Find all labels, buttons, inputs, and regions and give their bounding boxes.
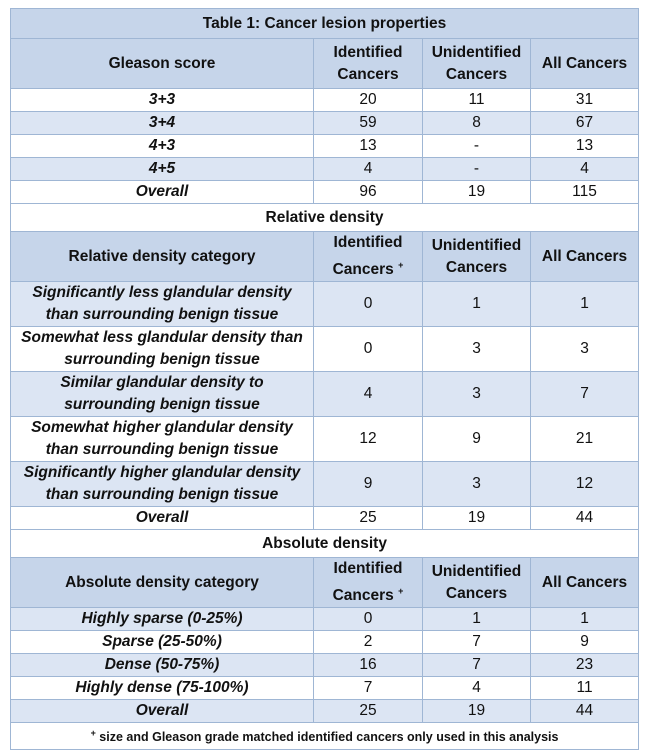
column-header: Unidentified Cancers <box>423 558 531 608</box>
column-header: Unidentified Cancers <box>423 232 531 282</box>
column-header: All Cancers <box>531 232 639 282</box>
table-cell: 16 <box>314 654 423 677</box>
table-cell: - <box>423 158 531 181</box>
row-label: Somewhat higher glandular density than surrounding benign tissue <box>11 417 314 462</box>
table-cell: 20 <box>314 89 423 112</box>
row-label: 3+3 <box>11 89 314 112</box>
table-cell: 7 <box>531 372 639 417</box>
table-cell: 44 <box>531 700 639 723</box>
column-header: Identified Cancers <box>314 39 423 89</box>
absolute-header-row <box>11 558 639 608</box>
table-cell: 4 <box>423 677 531 700</box>
row-label: Dense (50-75%) <box>11 654 314 677</box>
section-title-relative: Relative density <box>11 204 639 232</box>
table-cell: 9 <box>314 462 423 507</box>
row-label: Significantly less glandular density than surrounding benign tissue <box>11 282 314 327</box>
table-cell: 23 <box>531 654 639 677</box>
table-row <box>11 462 639 507</box>
section-row <box>11 204 639 232</box>
table-cell: 4 <box>531 158 639 181</box>
table-cell: 2 <box>314 631 423 654</box>
table-cell: 7 <box>314 677 423 700</box>
table-row <box>11 112 639 135</box>
table-title-row <box>11 9 639 39</box>
column-header: Identified Cancers + <box>314 558 423 608</box>
footnote-mark: + <box>398 586 404 597</box>
footnote <box>11 723 639 750</box>
table-cell: 44 <box>531 507 639 530</box>
cancer-lesion-table <box>10 8 639 750</box>
table-cell: 31 <box>531 89 639 112</box>
table-cell: 115 <box>531 181 639 204</box>
row-label: Overall <box>11 700 314 723</box>
row-label: Similar glandular density to surrounding benign tissue <box>11 372 314 417</box>
footnote-mark: + <box>90 728 96 739</box>
column-header: Gleason score <box>11 39 314 89</box>
footnote-text: size and Gleason grade matched identified cancers only used in this analysis <box>95 730 559 745</box>
table-row <box>11 372 639 417</box>
table-cell: 7 <box>423 654 531 677</box>
table-cell: 12 <box>314 417 423 462</box>
column-header: All Cancers <box>531 39 639 89</box>
table-cell: 11 <box>531 677 639 700</box>
row-label: 4+3 <box>11 135 314 158</box>
row-label: Overall <box>11 507 314 530</box>
table-row <box>11 631 639 654</box>
row-label: Somewhat less glandular density than surrounding benign tissue <box>11 327 314 372</box>
section-title-absolute: Absolute density <box>11 530 639 558</box>
table-cell: 25 <box>314 507 423 530</box>
footnote-row <box>11 723 639 750</box>
table-cell: 4 <box>314 158 423 181</box>
table-row <box>11 135 639 158</box>
gleason-header-row <box>11 39 639 89</box>
table-cell: 3 <box>531 327 639 372</box>
table-cell: 21 <box>531 417 639 462</box>
row-label: Significantly higher glandular density than surrounding benign tissue <box>11 462 314 507</box>
section-row <box>11 530 639 558</box>
table-cell: 3 <box>423 327 531 372</box>
table-cell: 13 <box>314 135 423 158</box>
table-cell: 0 <box>314 327 423 372</box>
column-header: All Cancers <box>531 558 639 608</box>
table-row <box>11 158 639 181</box>
table-cell: 8 <box>423 112 531 135</box>
table-row <box>11 181 639 204</box>
table-cell: 1 <box>531 608 639 631</box>
column-header: Unidentified Cancers <box>423 39 531 89</box>
table-cell: 19 <box>423 181 531 204</box>
table-cell: 9 <box>423 417 531 462</box>
table-cell: 59 <box>314 112 423 135</box>
table-cell: 1 <box>423 608 531 631</box>
table-cell: 96 <box>314 181 423 204</box>
table-row <box>11 327 639 372</box>
row-label: Highly dense (75-100%) <box>11 677 314 700</box>
column-header: Identified Cancers + <box>314 232 423 282</box>
table-cell: 19 <box>423 700 531 723</box>
table-cell: 3 <box>423 462 531 507</box>
table-cell: 19 <box>423 507 531 530</box>
row-label: 3+4 <box>11 112 314 135</box>
table-row <box>11 89 639 112</box>
table-cell: 3 <box>423 372 531 417</box>
table-cell: 1 <box>423 282 531 327</box>
column-header: Absolute density category <box>11 558 314 608</box>
table-row <box>11 654 639 677</box>
table-row <box>11 417 639 462</box>
row-label: Highly sparse (0-25%) <box>11 608 314 631</box>
table-row <box>11 677 639 700</box>
row-label: Overall <box>11 181 314 204</box>
row-label: Sparse (25-50%) <box>11 631 314 654</box>
relative-header-row <box>11 232 639 282</box>
table-cell: 7 <box>423 631 531 654</box>
table-cell: 9 <box>531 631 639 654</box>
column-header: Relative density category <box>11 232 314 282</box>
table-cell: 25 <box>314 700 423 723</box>
table-cell: 4 <box>314 372 423 417</box>
table-cell: 11 <box>423 89 531 112</box>
table-cell: 0 <box>314 608 423 631</box>
table-row <box>11 608 639 631</box>
table-row <box>11 282 639 327</box>
row-label: 4+5 <box>11 158 314 181</box>
table-cell: 1 <box>531 282 639 327</box>
table-cell: 67 <box>531 112 639 135</box>
table-cell: 12 <box>531 462 639 507</box>
footnote-mark: + <box>398 260 404 270</box>
table-cell: - <box>423 135 531 158</box>
table-row <box>11 700 639 723</box>
table-cell: 13 <box>531 135 639 158</box>
table-cell: 0 <box>314 282 423 327</box>
table-title: Table 1: Cancer lesion properties <box>11 9 639 39</box>
table-row <box>11 507 639 530</box>
